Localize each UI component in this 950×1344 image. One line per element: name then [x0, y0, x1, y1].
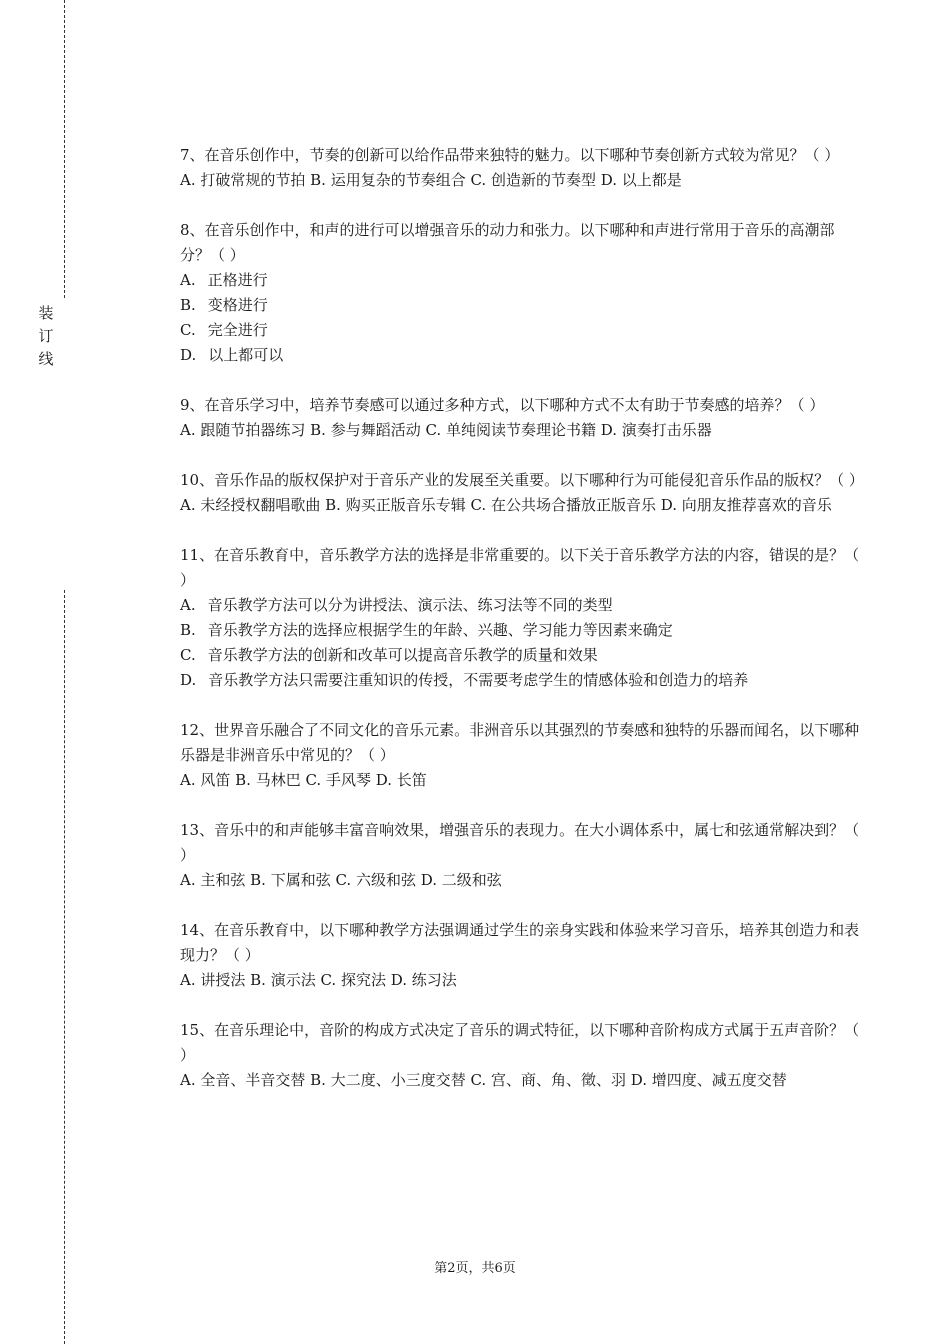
question-9 — [180, 393, 860, 443]
binding-char: 订 — [38, 327, 54, 345]
option-text: 完全进行 — [207, 321, 268, 339]
binding-char: 线 — [38, 350, 54, 368]
question-8 — [180, 218, 860, 368]
question-15 — [180, 1018, 860, 1093]
question-12 — [180, 718, 860, 793]
option-text: 音乐教学方法的选择应根据学生的年龄、兴趣、学习能力等因素来确定 — [207, 621, 673, 639]
option-label: A. — [180, 271, 196, 289]
option-row: A. 跟随节拍器练习 B. 参与舞蹈活动 C. 单纯阅读节奏理论书籍 D. 演奏打击乐器 — [180, 421, 712, 439]
page-footer: 第2页，共6页 — [434, 1261, 516, 1276]
question-14 — [180, 918, 860, 993]
option-d — [180, 668, 860, 693]
option-label: C. — [180, 321, 196, 339]
option-c — [180, 318, 860, 343]
option-text: 变格进行 — [207, 296, 268, 314]
question-13 — [180, 818, 860, 893]
question-7 — [180, 143, 860, 193]
option-row: A. 主和弦 B. 下属和弦 C. 六级和弦 D. 二级和弦 — [180, 871, 502, 889]
option-text: 正格进行 — [207, 271, 268, 289]
question-text: 12、世界音乐融合了不同文化的音乐元素。非洲音乐以其强烈的节奏感和独特的乐器而闻名，以下哪种乐器是非洲音乐中常见的？（ ） — [180, 721, 860, 764]
question-text: 15、在音乐理论中，音阶的构成方式决定了音乐的调式特征，以下哪种音阶构成方式属于五声音阶？（ ） — [180, 1021, 860, 1064]
option-label: D. — [180, 671, 197, 689]
option-text: 音乐教学方法只需要注重知识的传授，不需要考虑学生的情感体验和创造力的培养 — [208, 671, 749, 689]
option-text: 以上都可以 — [208, 346, 284, 364]
question-11 — [180, 543, 860, 693]
option-row: A. 打破常规的节拍 B. 运用复杂的节奏组合 C. 创造新的节奏型 D. 以上都是 — [180, 171, 682, 189]
option-d — [180, 343, 860, 368]
option-b — [180, 293, 860, 318]
question-text: 13、音乐中的和声能够丰富音响效果，增强音乐的表现力。在大小调体系中，属七和弦通常解决到？（ ） — [180, 821, 860, 864]
option-row: A. 全音、半音交替 B. 大二度、小三度交替 C. 宫、商、角、徵、羽 D. 增四度、减五度交替 — [180, 1071, 787, 1089]
question-text: 7、在音乐创作中，节奏的创新可以给作品带来独特的魅力。以下哪种节奏创新方式较为常见？（ ） — [180, 146, 840, 164]
binding-line-bottom — [64, 590, 65, 1344]
option-row: A. 风笛 B. 马林巴 C. 手风琴 D. 长笛 — [180, 771, 427, 789]
question-text: 9、在音乐学习中，培养节奏感可以通过多种方式，以下哪种方式不太有助于节奏感的培养？（ ） — [180, 396, 825, 414]
option-text: 音乐教学方法的创新和改革可以提高音乐教学的质量和效果 — [207, 646, 598, 664]
option-a — [180, 593, 860, 618]
option-label: B. — [180, 621, 196, 639]
option-b — [180, 618, 860, 643]
binding-label — [36, 302, 56, 371]
option-row: A. 讲授法 B. 演示法 C. 探究法 D. 练习法 — [180, 971, 457, 989]
option-label: A. — [180, 596, 196, 614]
question-text: 11、在音乐教育中，音乐教学方法的选择是非常重要的。以下关于音乐教学方法的内容，错误的是？（ ） — [180, 546, 860, 589]
question-10 — [180, 468, 864, 518]
binding-char: 装 — [38, 304, 54, 322]
option-label: D. — [180, 346, 197, 364]
question-text: 8、在音乐创作中，和声的进行可以增强音乐的动力和张力。以下哪种和声进行常用于音乐的高潮部分？（ ） — [180, 221, 835, 264]
option-label: B. — [180, 296, 196, 314]
option-row: A. 未经授权翻唱歌曲 B. 购买正版音乐专辑 C. 在公共场合播放正版音乐 D. 向朋友推荐喜欢的音乐 — [180, 496, 832, 514]
question-text: 14、在音乐教育中，以下哪种教学方法强调通过学生的亲身实践和体验来学习音乐，培养其创造力和表现力？（ ） — [180, 921, 860, 964]
question-text: 10、音乐作品的版权保护对于音乐产业的发展至关重要。以下哪种行为可能侵犯音乐作品的版权？（ ） — [180, 471, 864, 489]
binding-line-top — [64, 0, 65, 298]
option-a — [180, 268, 860, 293]
option-c — [180, 643, 860, 668]
option-label: C. — [180, 646, 196, 664]
option-text: 音乐教学方法可以分为讲授法、演示法、练习法等不同的类型 — [207, 596, 613, 614]
question-list — [180, 143, 864, 1118]
